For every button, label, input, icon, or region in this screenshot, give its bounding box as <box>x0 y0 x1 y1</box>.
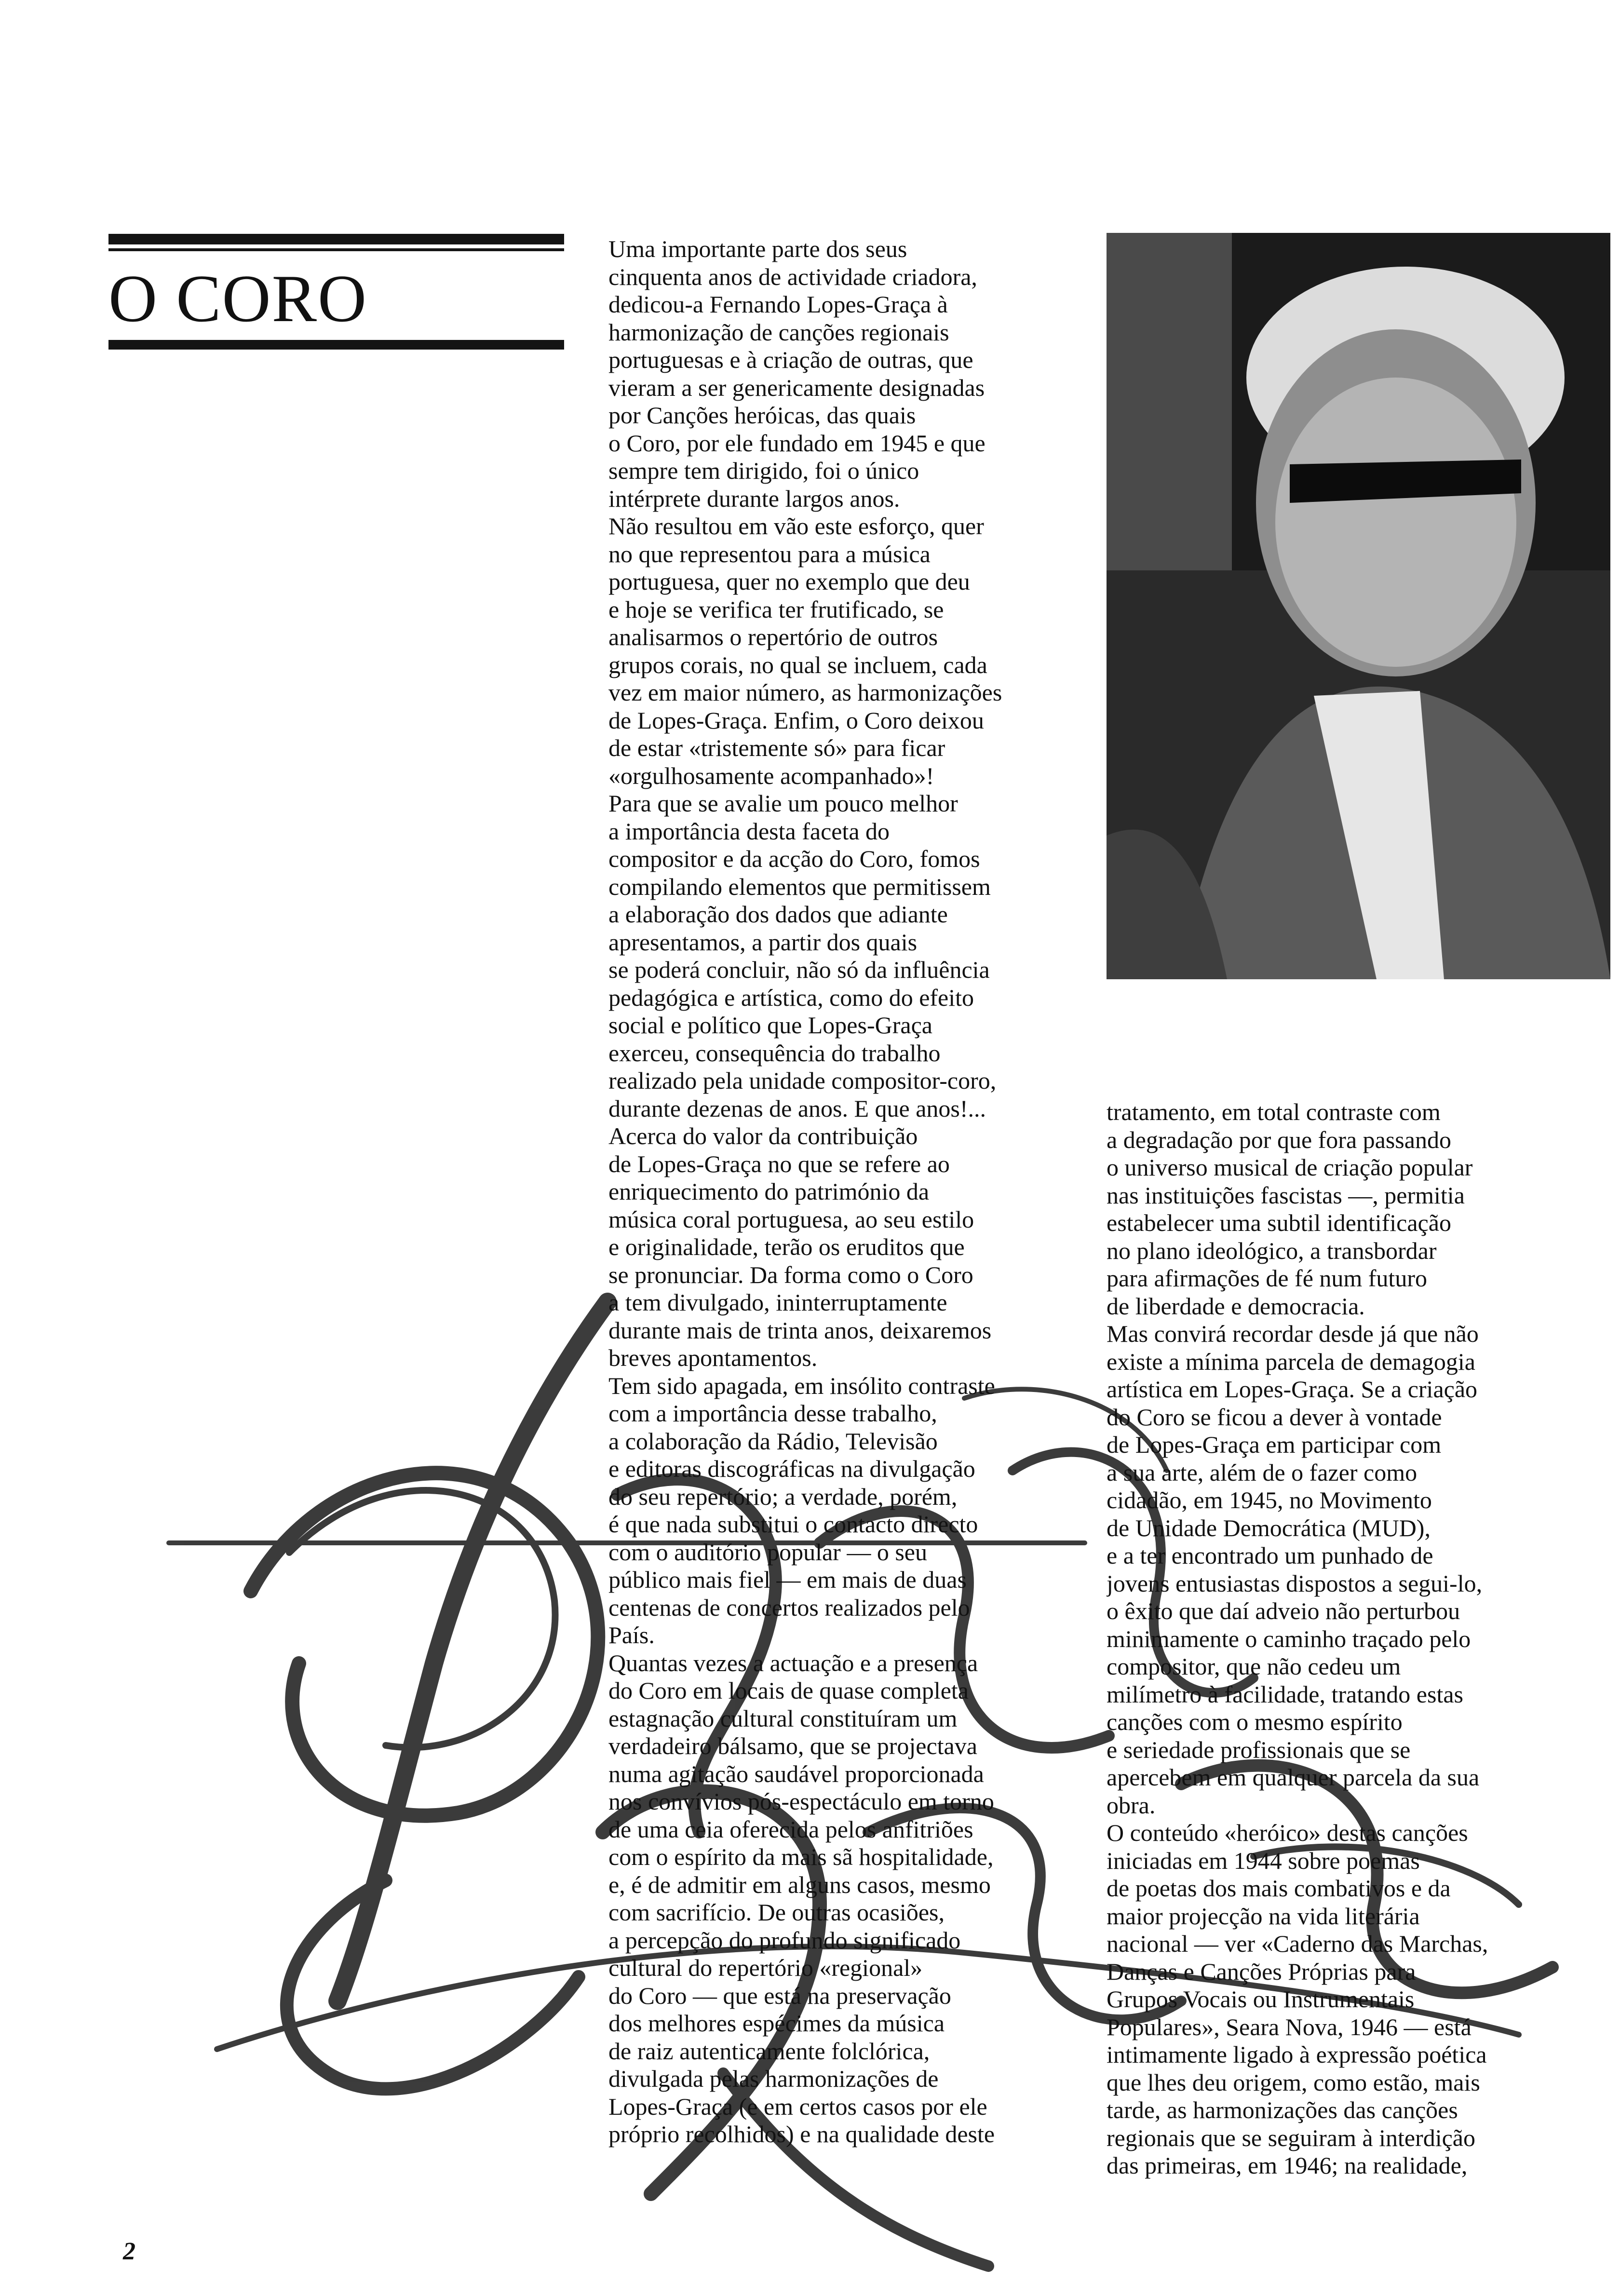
body-text-line: estagnação cultural constituíram um <box>608 1704 958 1732</box>
body-text-line: dedicou-a Fernando Lopes-Graça à <box>608 291 948 318</box>
body-text-line: para afirmações de fé num futuro <box>1107 1265 1427 1292</box>
body-text-line: social e político que Lopes-Graça <box>608 1012 932 1039</box>
body-text-line: com o auditório popular — o seu <box>608 1538 927 1566</box>
body-text-line: é que nada substitui o contacto directo <box>608 1511 978 1538</box>
page-title: O CORO <box>108 261 368 336</box>
body-text-line: jovens entusiastas dispostos a segui-lo, <box>1107 1569 1483 1597</box>
body-text-line: com a importância desse trabalho, <box>608 1400 937 1427</box>
body-text-line: com o espírito da mais sã hospitalidade, <box>608 1843 994 1870</box>
body-text-line: analisarmos o repertório de outros <box>608 623 938 650</box>
body-text-line: vieram a ser genericamente designadas <box>608 374 985 401</box>
body-text-line: grupos corais, no qual se incluem, cada <box>608 651 987 678</box>
body-text-line: Grupos Vocais ou Instrumentais <box>1107 1985 1415 2012</box>
body-text-line: e, é de admitir em alguns casos, mesmo <box>608 1871 991 1898</box>
body-text-line: enriquecimento do património da <box>608 1178 930 1205</box>
body-text-line: de poetas dos mais combativos e da <box>1107 1875 1451 1902</box>
body-text-line: com sacrifício. De outras ocasiões, <box>608 1899 945 1926</box>
body-text-line: do Coro se ficou a dever à vontade <box>1107 1403 1442 1431</box>
body-text-line: a colaboração da Rádio, Televisão <box>608 1427 938 1455</box>
body-text-line: O conteúdo «heróico» destas canções <box>1107 1819 1468 1846</box>
body-text-line: nas instituições fascistas —, permitia <box>1107 1181 1465 1209</box>
body-text-line: a tem divulgado, ininterruptamente <box>608 1289 947 1316</box>
body-text-line: Danças e Canções Próprias para <box>1107 1958 1416 1985</box>
body-text-line: compositor e da acção do Coro, fomos <box>608 845 980 872</box>
body-text-line: do seu repertório; a verdade, porém, <box>608 1483 958 1510</box>
body-text-line: do Coro em locais de quase completa <box>608 1677 969 1704</box>
title-rule-bottom <box>108 340 564 350</box>
body-text-line: e a ter encontrado um punhado de <box>1107 1542 1433 1569</box>
body-text-line: a importância desta faceta do <box>608 817 890 845</box>
body-column-left <box>608 235 1091 2183</box>
body-column-right <box>1107 1098 1589 2183</box>
body-text-line: público mais fiel — em mais de duas <box>608 1566 967 1593</box>
body-text-line: regionais que se seguiram à interdição <box>1107 2124 1475 2151</box>
body-text-line: no plano ideológico, a transbordar <box>1107 1237 1437 1264</box>
body-text-line: das primeiras, em 1946; na realidade, <box>1107 2152 1468 2179</box>
body-text-line: e originalidade, terão os eruditos que <box>608 1233 965 1260</box>
body-text-line: o universo musical de criação popular <box>1107 1154 1473 1181</box>
body-text-line: Populares», Seara Nova, 1946 — está <box>1107 2013 1472 2040</box>
body-text-line: Para que se avalie um pouco melhor <box>608 790 958 817</box>
title-rule-top <box>108 234 564 244</box>
body-text-line: cultural do repertório «regional» <box>608 1954 923 1981</box>
body-text-line: e editoras discográficas na divulgação <box>608 1455 975 1482</box>
body-text-line: apercebem em qualquer parcela da sua <box>1107 1764 1480 1791</box>
body-text-line: País. <box>608 1621 655 1648</box>
body-text-line: se poderá concluir, não só da influência <box>608 956 990 983</box>
body-text-line: no que representou para a música <box>608 540 931 567</box>
body-text-line: intérprete durante largos anos. <box>608 485 900 512</box>
body-text-line: música coral portuguesa, ao seu estilo <box>608 1205 974 1233</box>
body-text-line: de Lopes-Graça em participar com <box>1107 1431 1442 1458</box>
page-number: 2 <box>123 2238 135 2265</box>
body-text-line: a elaboração dos dados que adiante <box>608 901 948 928</box>
body-text-line: pedagógica e artística, como do efeito <box>608 984 974 1011</box>
body-text-line: Mas convirá recordar desde já que não <box>1107 1320 1479 1347</box>
body-text-line: verdadeiro bálsamo, que se projectava <box>608 1732 977 1759</box>
body-text-line: cidadão, em 1945, no Movimento <box>1107 1486 1432 1513</box>
body-text-line: dos melhores espécimes da música <box>608 2010 945 2037</box>
body-text-line: harmonização de canções regionais <box>608 318 949 346</box>
body-text-line: tarde, as harmonizações das canções <box>1107 2096 1458 2123</box>
body-text-line: vez em maior número, as harmonizações <box>608 679 1002 706</box>
body-text-line: portuguesa, quer no exemplo que deu <box>608 568 970 595</box>
body-text-line: realizado pela unidade compositor-coro, <box>608 1067 997 1094</box>
body-text-line: se pronunciar. Da forma como o Coro <box>608 1261 973 1288</box>
body-text-line: exerceu, consequência do trabalho <box>608 1039 941 1067</box>
body-text-line: compositor, que não cedeu um <box>1107 1653 1401 1680</box>
body-text-line: o êxito que daí adveio não perturbou <box>1107 1597 1460 1624</box>
body-text-line: próprio recolhidos) e na qualidade deste <box>608 2120 995 2147</box>
body-text-line: cinquenta anos de actividade criadora, <box>608 263 977 290</box>
body-text-line: de Lopes-Graça. Enfim, o Coro deixou <box>608 706 984 734</box>
body-text-line: de uma ceia oferecida pelos anfitriões <box>608 1815 973 1843</box>
body-text-line: portuguesas e à criação de outras, que <box>608 346 973 373</box>
body-text-line: nos convívios pós-espectáculo em torno <box>608 1788 994 1815</box>
body-text-line: existe a mínima parcela de demagogia <box>1107 1348 1475 1375</box>
body-text-line: sempre tem dirigido, foi o único <box>608 457 919 484</box>
body-text-line: que lhes deu origem, como estão, mais <box>1107 2068 1480 2096</box>
body-text-line: de liberdade e democracia. <box>1107 1292 1365 1320</box>
body-text-line: Uma importante parte dos seus <box>608 235 907 262</box>
body-text-line: o Coro, por ele fundado em 1945 e que <box>608 429 986 457</box>
body-text-line: do Coro — que está na preservação <box>608 1982 951 2009</box>
body-text-line: a percepção do profundo significado <box>608 1926 961 1954</box>
body-text-line: Quantas vezes a actuação e a presença <box>608 1649 978 1676</box>
body-text-line: Tem sido apagada, em insólito contraste <box>608 1372 995 1399</box>
title-rule-top-thin <box>108 248 564 251</box>
body-text-line: de Unidade Democrática (MUD), <box>1107 1514 1431 1541</box>
body-text-line: estabelecer uma subtil identificação <box>1107 1209 1451 1236</box>
body-text-line: Lopes-Graça (e em certos casos por ele <box>608 2093 987 2120</box>
body-text-line: Não resultou em vão este esforço, quer <box>608 513 984 540</box>
body-text-line: «orgulhosamente acompanhado»! <box>608 762 934 789</box>
body-text-line: minimamente o caminho traçado pelo <box>1107 1625 1471 1652</box>
body-text-line: compilando elementos que permitissem <box>608 873 991 900</box>
body-text-line: artística em Lopes-Graça. Se a criação <box>1107 1376 1478 1403</box>
body-text-line: nacional — ver «Caderno das Marchas, <box>1107 1930 1488 1957</box>
body-text-line: maior projecção na vida literária <box>1107 1902 1420 1930</box>
body-text-line: de raiz autenticamente folclórica, <box>608 2037 930 2065</box>
body-text-line: divulgada pelas harmonizações de <box>608 2065 939 2092</box>
body-text-line: iniciadas em 1944 sobre poemas <box>1107 1847 1420 1874</box>
body-text-line: por Canções heróicas, das quais <box>608 402 916 429</box>
body-text-line: de Lopes-Graça no que se refere ao <box>608 1150 950 1177</box>
body-text-line: tratamento, em total contraste com <box>1107 1098 1441 1125</box>
body-text-line: centenas de concertos realizados pelo <box>608 1594 970 1621</box>
portrait-photo <box>1107 233 1610 979</box>
body-text-line: milímetro à facilidade, tratando estas <box>1107 1680 1463 1708</box>
body-text-line: durante mais de trinta anos, deixaremos <box>608 1316 992 1344</box>
body-text-line: breves apontamentos. <box>608 1344 818 1371</box>
body-text-line: apresentamos, a partir dos quais <box>608 928 918 956</box>
body-text-line: obra. <box>1107 1791 1156 1819</box>
body-text-line: de estar «tristemente só» para ficar <box>608 734 945 761</box>
body-text-line: a degradação por que fora passando <box>1107 1126 1451 1153</box>
body-text-line: durante dezenas de anos. E que anos!... <box>608 1094 986 1122</box>
body-text-line: numa agitação saudável proporcionada <box>608 1760 984 1787</box>
body-text-line: Acerca do valor da contribuição <box>608 1122 918 1149</box>
body-text-line: a sua arte, além de o fazer como <box>1107 1459 1418 1486</box>
body-text-line: e hoje se verifica ter frutificado, se <box>608 595 944 623</box>
body-text-line: canções com o mesmo espírito <box>1107 1708 1403 1735</box>
body-text-line: e seriedade profissionais que se <box>1107 1736 1411 1763</box>
body-text-line: intimamente ligado à expressão poética <box>1107 2041 1487 2068</box>
